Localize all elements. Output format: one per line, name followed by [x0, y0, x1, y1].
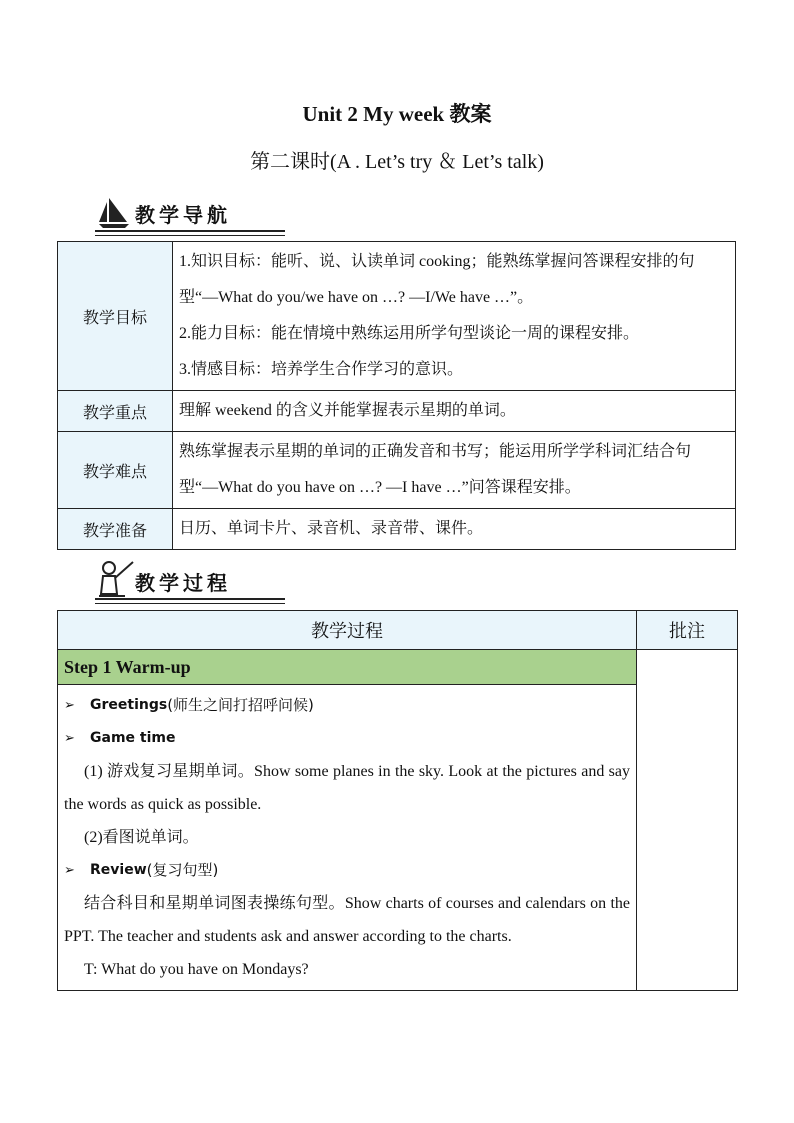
- review-note: (复习句型): [146, 861, 219, 879]
- teaching-info-table: [57, 241, 736, 550]
- list-item: [64, 689, 630, 722]
- preparation-cell: 日历、单词卡片、录音机、录音带、课件。: [173, 509, 736, 550]
- objective-ability: 2.能力目标：能在情境中熟练运用所学句型谈论一周的课程安排。: [179, 325, 640, 342]
- greetings-label: Greetings: [90, 697, 168, 713]
- notes-cell: [637, 650, 738, 991]
- difficulties-cell: 熟练掌握表示星期的单词的正确发音和书写；能运用所学学科词汇结合句型“—What do you have on …? —I have …”问答课程安排。: [173, 432, 736, 509]
- table-row: [58, 391, 736, 432]
- step-content: [58, 685, 637, 991]
- game-step-1: (1) 游戏复习星期单词。Show some planes in the sky. Look at the pictures and say the words as quick as possible.: [64, 763, 630, 813]
- divider: [95, 230, 285, 232]
- document-title: Unit 2 My week 教案: [302, 102, 492, 126]
- step-title: Step 1 Warm-up: [58, 650, 637, 685]
- arrow-bullet-icon: ➢: [64, 731, 75, 746]
- table-header-row: [58, 611, 738, 650]
- game-time-label: Game time: [90, 730, 176, 746]
- section-title-nav: 教学导航: [135, 203, 231, 227]
- objectives-cell: [173, 242, 736, 391]
- table-row: [58, 509, 736, 550]
- objective-emotion: 3.情感目标：培养学生合作学习的意识。: [179, 361, 464, 378]
- list-item: [64, 722, 630, 755]
- row-label-difficulties: 教学难点: [58, 432, 173, 509]
- divider: [95, 598, 285, 600]
- teaching-navigation-header: [95, 192, 295, 232]
- section-title-process: 教学过程: [135, 571, 231, 595]
- row-label-preparation: 教学准备: [58, 509, 173, 550]
- list-item: [64, 854, 630, 887]
- row-label-key-points: 教学重点: [58, 391, 173, 432]
- table-row: [58, 685, 738, 991]
- objective-knowledge: 1.知识目标：能听、说、认读单词 cooking；能熟练掌握问答课程安排的句型“—What do you/we have on …? —I/We have …”。: [179, 253, 695, 306]
- teacher-pointer-icon: [95, 558, 135, 598]
- table-row: [58, 650, 738, 685]
- teaching-process-header: [95, 560, 295, 600]
- divider: [95, 603, 285, 604]
- teaching-process-table: [57, 610, 738, 991]
- lesson-subtitle: 第二课时(A . Let’s try ＆ Let’s talk): [250, 151, 544, 173]
- greetings-note: (师生之间打招呼问候): [167, 696, 314, 714]
- review-text: 结合科目和星期单词图表操练句型。Show charts of courses and calendars on the PPT. The teacher and students ask and answer according to the charts.: [64, 895, 630, 945]
- review-label: Review: [90, 862, 147, 878]
- sailboat-icon: [95, 194, 133, 230]
- arrow-bullet-icon: ➢: [64, 698, 75, 713]
- divider: [95, 235, 285, 236]
- row-label-objectives: 教学目标: [58, 242, 173, 391]
- dialog-line: T: What do you have on Mondays?: [84, 961, 309, 978]
- column-header-process: 教学过程: [58, 611, 637, 650]
- column-header-notes: 批注: [637, 611, 738, 650]
- table-row: [58, 242, 736, 391]
- arrow-bullet-icon: ➢: [64, 863, 75, 878]
- table-row: [58, 432, 736, 509]
- game-step-2: (2)看图说单词。: [84, 829, 199, 846]
- key-points-cell: 理解 weekend 的含义并能掌握表示星期的单词。: [173, 391, 736, 432]
